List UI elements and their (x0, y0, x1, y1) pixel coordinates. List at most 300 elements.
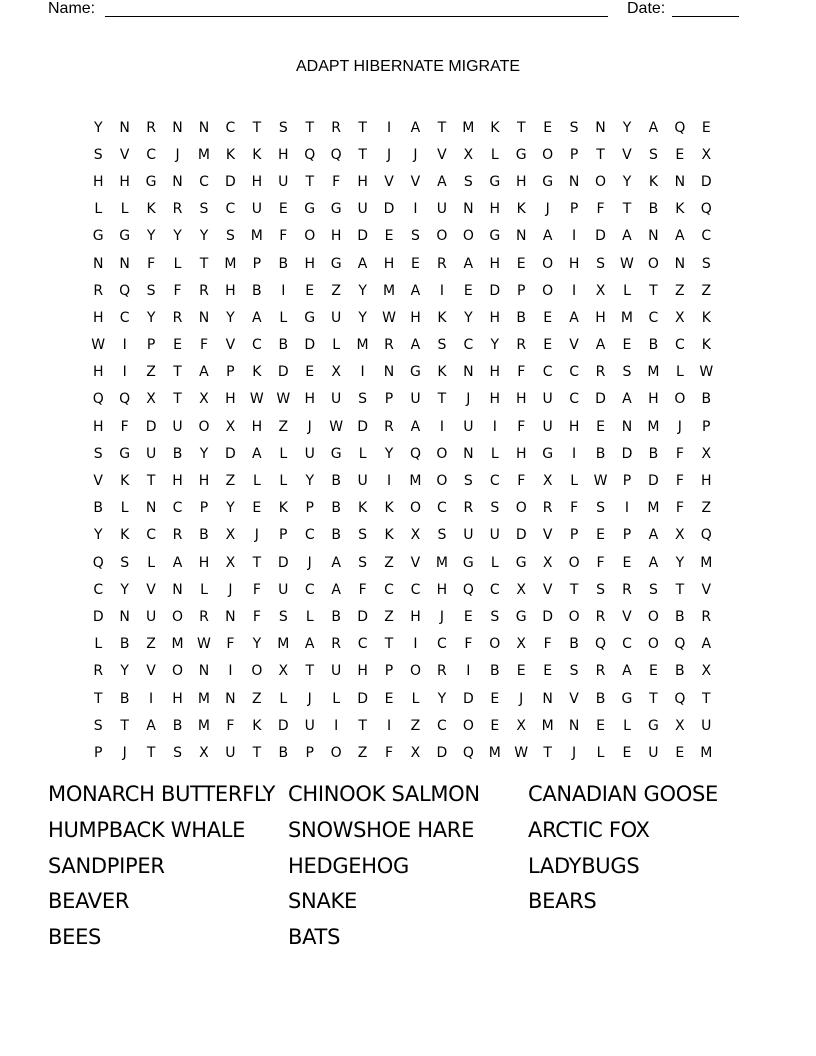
grid-letter[interactable]: N (225, 608, 236, 625)
grid-letter[interactable]: B (252, 282, 262, 299)
grid-letter[interactable]: N (542, 690, 553, 707)
grid-letter[interactable]: M (197, 717, 211, 734)
grid-letter[interactable]: B (675, 608, 685, 625)
grid-letter[interactable]: O (542, 146, 554, 163)
grid-letter[interactable]: G (145, 173, 157, 190)
grid-letter[interactable]: R (542, 500, 553, 517)
grid-letter[interactable]: O (568, 608, 580, 625)
grid-letter[interactable]: Q (462, 744, 474, 761)
grid-letter[interactable]: T (305, 173, 314, 190)
grid-letter[interactable]: I (386, 473, 392, 490)
grid-letter[interactable]: F (120, 418, 129, 435)
grid-letter[interactable]: B (172, 445, 183, 462)
grid-letter[interactable]: A (252, 445, 262, 462)
grid-letter[interactable]: A (146, 717, 156, 734)
grid-letter[interactable]: F (543, 636, 552, 653)
grid-letter[interactable]: I (386, 717, 392, 734)
grid-letter[interactable]: X (410, 744, 421, 761)
grid-letter[interactable]: K (437, 309, 447, 326)
grid-letter[interactable]: E (384, 228, 394, 245)
grid-letter[interactable]: S (358, 391, 368, 408)
grid-letter[interactable]: X (278, 663, 289, 680)
grid-letter[interactable]: Z (278, 418, 289, 435)
grid-letter[interactable]: O (674, 391, 686, 408)
grid-letter[interactable]: E (543, 337, 553, 354)
grid-letter[interactable]: G (304, 309, 316, 326)
grid-letter[interactable]: B (119, 636, 130, 653)
grid-letter[interactable]: K (358, 500, 368, 517)
grid-letter[interactable]: N (172, 119, 183, 136)
grid-letter[interactable]: Y (622, 173, 632, 190)
grid-letter[interactable]: A (701, 636, 712, 653)
grid-letter[interactable]: H (251, 418, 263, 435)
grid-letter[interactable]: D (436, 744, 448, 761)
grid-letter[interactable]: B (278, 255, 289, 272)
grid-letter[interactable]: I (149, 690, 154, 707)
grid-letter[interactable]: J (254, 527, 259, 544)
grid-letter[interactable]: M (356, 337, 369, 354)
grid-letter[interactable]: N (198, 309, 210, 326)
grid-letter[interactable]: J (122, 744, 127, 761)
grid-letter[interactable]: C (357, 636, 368, 653)
grid-letter[interactable]: B (516, 309, 527, 326)
grid-letter[interactable]: M (197, 146, 211, 163)
grid-letter[interactable]: O (172, 663, 184, 680)
grid-letter[interactable]: N (119, 255, 130, 272)
grid-letter[interactable]: L (279, 690, 288, 707)
grid-letter[interactable]: E (596, 717, 605, 734)
grid-letter[interactable]: N (198, 119, 210, 136)
grid-letter[interactable]: F (517, 418, 526, 435)
grid-letter[interactable]: G (515, 554, 527, 571)
grid-letter[interactable]: R (93, 663, 104, 680)
grid-letter[interactable]: T (305, 119, 314, 136)
grid-letter[interactable]: I (122, 364, 127, 381)
grid-letter[interactable]: G (330, 445, 342, 462)
grid-letter[interactable]: D (277, 717, 289, 734)
grid-letter[interactable]: M (197, 690, 211, 707)
grid-letter[interactable]: Q (92, 554, 104, 571)
grid-letter[interactable]: S (701, 255, 711, 272)
grid-letter[interactable]: V (146, 581, 156, 598)
grid-letter[interactable]: T (649, 690, 658, 707)
grid-letter[interactable]: L (332, 337, 341, 354)
grid-letter[interactable]: I (281, 282, 286, 299)
grid-letter[interactable]: L (596, 744, 605, 761)
grid-letter[interactable]: E (516, 663, 526, 680)
grid-letter[interactable]: K (675, 201, 685, 218)
grid-letter[interactable]: Y (358, 282, 367, 299)
grid-letter[interactable]: E (516, 255, 526, 272)
grid-letter[interactable]: K (384, 527, 394, 544)
grid-letter[interactable]: J (413, 146, 418, 163)
grid-letter[interactable]: U (463, 418, 474, 435)
grid-letter[interactable]: Y (226, 309, 235, 326)
grid-letter[interactable]: B (278, 744, 289, 761)
grid-letter[interactable]: C (225, 119, 236, 136)
grid-letter[interactable]: R (172, 527, 183, 544)
grid-letter[interactable]: T (173, 364, 182, 381)
grid-letter[interactable]: X (225, 418, 236, 435)
grid-letter[interactable]: Y (490, 337, 500, 354)
grid-letter[interactable]: H (489, 391, 501, 408)
grid-letter[interactable]: H (330, 228, 342, 245)
grid-letter[interactable]: Z (701, 500, 712, 517)
grid-letter[interactable]: P (622, 473, 632, 490)
grid-letter[interactable]: Y (146, 309, 156, 326)
grid-letter[interactable]: D (277, 554, 289, 571)
grid-letter[interactable]: C (225, 201, 236, 218)
grid-letter[interactable]: K (252, 364, 262, 381)
grid-letter[interactable]: C (648, 309, 659, 326)
grid-letter[interactable]: X (410, 527, 421, 544)
grid-letter[interactable]: E (675, 744, 685, 761)
grid-letter[interactable]: S (93, 146, 103, 163)
grid-letter[interactable]: T (437, 391, 447, 408)
grid-letter[interactable]: S (596, 581, 605, 598)
grid-letter[interactable]: G (304, 201, 316, 218)
grid-letter[interactable]: Z (225, 473, 236, 490)
grid-letter[interactable]: A (199, 364, 209, 381)
grid-letter[interactable]: O (304, 228, 316, 245)
grid-letter[interactable]: C (489, 581, 500, 598)
grid-letter[interactable]: Y (173, 228, 182, 245)
grid-letter[interactable]: Q (304, 146, 316, 163)
grid-letter[interactable]: E (543, 119, 553, 136)
grid-letter[interactable]: B (675, 663, 685, 680)
grid-letter[interactable]: U (331, 391, 342, 408)
grid-letter[interactable]: F (596, 201, 605, 218)
grid-letter[interactable]: A (331, 581, 341, 598)
grid-letter[interactable]: E (622, 337, 632, 354)
grid-letter[interactable]: R (199, 282, 209, 299)
grid-letter[interactable]: N (648, 228, 659, 245)
grid-letter[interactable]: U (357, 201, 368, 218)
grid-letter[interactable]: H (278, 146, 289, 163)
grid-letter[interactable]: Y (199, 445, 209, 462)
grid-letter[interactable]: U (410, 391, 421, 408)
grid-letter[interactable]: M (250, 228, 263, 245)
grid-letter[interactable]: H (225, 391, 236, 408)
grid-letter[interactable]: T (146, 473, 156, 490)
grid-letter[interactable]: H (515, 445, 527, 462)
grid-letter[interactable]: T (252, 119, 262, 136)
grid-letter[interactable]: E (701, 119, 711, 136)
grid-letter[interactable]: M (647, 418, 660, 435)
grid-letter[interactable]: I (492, 418, 497, 435)
grid-letter[interactable]: D (225, 445, 236, 462)
grid-letter[interactable]: B (93, 500, 104, 517)
grid-letter[interactable]: R (93, 282, 104, 299)
grid-letter[interactable]: S (463, 473, 473, 490)
grid-letter[interactable]: S (648, 581, 658, 598)
grid-letter[interactable]: S (437, 527, 447, 544)
grid-letter[interactable]: I (624, 500, 630, 517)
grid-letter[interactable]: H (92, 364, 104, 381)
grid-letter[interactable]: Y (120, 581, 129, 598)
grid-letter[interactable]: Y (437, 690, 447, 707)
grid-letter[interactable]: A (463, 255, 474, 272)
grid-letter[interactable]: F (226, 717, 235, 734)
grid-letter[interactable]: J (519, 690, 524, 707)
grid-letter[interactable]: N (119, 119, 130, 136)
grid-letter[interactable]: A (648, 554, 659, 571)
grid-letter[interactable]: C (622, 636, 632, 653)
grid-letter[interactable]: U (436, 201, 448, 218)
grid-letter[interactable]: F (517, 473, 526, 490)
grid-letter[interactable]: E (305, 364, 315, 381)
grid-letter[interactable]: M (171, 636, 184, 653)
grid-letter[interactable]: Q (119, 391, 131, 408)
grid-letter[interactable]: M (382, 282, 396, 299)
grid-letter[interactable]: S (225, 228, 235, 245)
grid-letter[interactable]: Z (410, 717, 421, 734)
grid-letter[interactable]: D (145, 418, 157, 435)
grid-letter[interactable]: S (437, 337, 447, 354)
grid-letter[interactable]: C (384, 581, 394, 598)
grid-letter[interactable]: H (119, 173, 130, 190)
grid-letter[interactable]: S (93, 717, 103, 734)
grid-letter[interactable]: D (462, 690, 474, 707)
grid-letter[interactable]: K (701, 309, 711, 326)
grid-letter[interactable]: K (384, 500, 394, 517)
grid-letter[interactable]: L (279, 445, 288, 462)
grid-letter[interactable]: L (252, 473, 261, 490)
grid-letter[interactable]: U (542, 391, 553, 408)
grid-letter[interactable]: Q (330, 146, 342, 163)
grid-letter[interactable]: J (175, 146, 180, 163)
grid-letter[interactable]: H (251, 173, 263, 190)
grid-letter[interactable]: X (225, 527, 236, 544)
grid-letter[interactable]: K (252, 146, 262, 163)
grid-letter[interactable]: P (384, 663, 394, 680)
grid-letter[interactable]: X (701, 445, 712, 462)
grid-letter[interactable]: S (596, 255, 605, 272)
grid-letter[interactable]: H (92, 173, 104, 190)
grid-letter[interactable]: N (621, 418, 633, 435)
grid-letter[interactable]: A (542, 228, 553, 245)
grid-letter[interactable]: B (172, 717, 183, 734)
grid-letter[interactable]: M (224, 255, 237, 272)
grid-letter[interactable]: G (489, 228, 501, 245)
grid-letter[interactable]: T (675, 581, 685, 598)
grid-letter[interactable]: J (572, 744, 577, 761)
grid-letter[interactable]: H (383, 255, 395, 272)
grid-letter[interactable]: G (621, 690, 633, 707)
grid-letter[interactable]: H (172, 473, 183, 490)
grid-letter[interactable]: A (675, 228, 685, 245)
grid-letter[interactable]: U (145, 608, 157, 625)
grid-letter[interactable]: S (596, 500, 605, 517)
grid-letter[interactable]: V (622, 608, 632, 625)
grid-letter[interactable]: N (463, 201, 474, 218)
grid-letter[interactable]: U (145, 445, 157, 462)
grid-letter[interactable]: E (490, 690, 500, 707)
grid-letter[interactable]: N (463, 364, 474, 381)
grid-letter[interactable]: H (515, 173, 527, 190)
grid-letter[interactable]: R (172, 201, 183, 218)
grid-letter[interactable]: M (277, 636, 290, 653)
grid-letter[interactable]: U (357, 473, 368, 490)
grid-letter[interactable]: L (173, 255, 182, 272)
grid-letter[interactable]: L (279, 309, 288, 326)
grid-letter[interactable]: N (172, 581, 183, 598)
grid-letter[interactable]: K (490, 119, 500, 136)
grid-letter[interactable]: D (383, 201, 395, 218)
grid-letter[interactable]: Q (595, 636, 607, 653)
grid-letter[interactable]: S (358, 527, 368, 544)
grid-letter[interactable]: U (304, 717, 315, 734)
grid-letter[interactable]: C (701, 228, 712, 245)
grid-letter[interactable]: O (462, 717, 474, 734)
grid-letter[interactable]: C (304, 581, 315, 598)
grid-letter[interactable]: P (93, 744, 103, 761)
grid-letter[interactable]: K (437, 364, 447, 381)
grid-letter[interactable]: C (199, 173, 209, 190)
grid-letter[interactable]: M (541, 717, 554, 734)
grid-letter[interactable]: E (252, 500, 262, 517)
grid-letter[interactable]: A (410, 337, 421, 354)
grid-letter[interactable]: V (384, 173, 394, 190)
grid-letter[interactable]: T (252, 744, 262, 761)
grid-letter[interactable]: H (304, 391, 315, 408)
grid-letter[interactable]: K (120, 473, 130, 490)
grid-letter[interactable]: T (622, 201, 632, 218)
grid-letter[interactable]: Y (93, 119, 103, 136)
grid-letter[interactable]: X (516, 581, 527, 598)
name-blank-line[interactable] (105, 0, 608, 17)
grid-letter[interactable]: T (649, 282, 658, 299)
grid-letter[interactable]: O (436, 473, 448, 490)
grid-letter[interactable]: F (385, 744, 394, 761)
grid-letter[interactable]: F (464, 636, 473, 653)
grid-letter[interactable]: E (543, 663, 553, 680)
grid-letter[interactable]: D (357, 690, 368, 707)
grid-letter[interactable]: W (593, 473, 608, 490)
grid-letter[interactable]: Y (384, 445, 394, 462)
grid-letter[interactable]: R (437, 663, 447, 680)
grid-letter[interactable]: C (251, 337, 262, 354)
grid-letter[interactable]: U (278, 173, 289, 190)
grid-letter[interactable]: M (409, 473, 422, 490)
grid-letter[interactable]: O (647, 608, 659, 625)
grid-letter[interactable]: F (173, 282, 182, 299)
grid-letter[interactable]: U (331, 309, 342, 326)
grid-letter[interactable]: V (569, 690, 579, 707)
grid-letter[interactable]: H (436, 581, 448, 598)
grid-letter[interactable]: C (569, 364, 579, 381)
grid-letter[interactable]: O (172, 608, 184, 625)
grid-letter[interactable]: O (647, 636, 659, 653)
grid-letter[interactable]: D (357, 418, 368, 435)
grid-letter[interactable]: F (517, 364, 526, 381)
grid-letter[interactable]: N (92, 255, 104, 272)
grid-letter[interactable]: C (674, 337, 685, 354)
grid-letter[interactable]: S (648, 146, 658, 163)
grid-letter[interactable]: J (677, 418, 682, 435)
grid-letter[interactable]: A (357, 255, 368, 272)
grid-letter[interactable]: Q (674, 636, 686, 653)
grid-letter[interactable]: F (596, 554, 605, 571)
grid-letter[interactable]: Q (92, 391, 104, 408)
grid-letter[interactable]: U (648, 744, 659, 761)
grid-letter[interactable]: I (360, 364, 365, 381)
grid-letter[interactable]: D (648, 473, 659, 490)
grid-letter[interactable]: B (331, 473, 341, 490)
grid-letter[interactable]: S (278, 608, 288, 625)
grid-letter[interactable]: B (569, 636, 579, 653)
grid-letter[interactable]: C (463, 337, 474, 354)
grid-letter[interactable]: N (595, 119, 606, 136)
grid-letter[interactable]: U (304, 445, 315, 462)
grid-letter[interactable]: G (647, 717, 659, 734)
grid-letter[interactable]: Z (384, 554, 394, 571)
grid-letter[interactable]: H (92, 309, 104, 326)
grid-letter[interactable]: G (330, 255, 342, 272)
grid-letter[interactable]: E (648, 663, 658, 680)
grid-letter[interactable]: X (331, 364, 341, 381)
grid-letter[interactable]: A (304, 636, 315, 653)
grid-letter[interactable]: R (701, 608, 712, 625)
grid-letter[interactable]: A (622, 391, 632, 408)
grid-letter[interactable]: C (146, 146, 156, 163)
grid-letter[interactable]: W (91, 337, 106, 354)
grid-letter[interactable]: Q (462, 581, 474, 598)
grid-letter[interactable]: F (675, 500, 684, 517)
grid-letter[interactable]: P (569, 201, 579, 218)
grid-letter[interactable]: V (701, 581, 712, 598)
grid-letter[interactable]: P (146, 337, 156, 354)
grid-letter[interactable]: Y (305, 473, 314, 490)
grid-letter[interactable]: F (279, 228, 288, 245)
grid-letter[interactable]: P (305, 744, 314, 761)
grid-letter[interactable]: E (490, 717, 500, 734)
grid-letter[interactable]: G (330, 201, 342, 218)
grid-letter[interactable]: L (570, 473, 578, 490)
grid-letter[interactable]: D (595, 228, 606, 245)
grid-letter[interactable]: K (252, 717, 262, 734)
grid-letter[interactable]: H (198, 473, 210, 490)
grid-letter[interactable]: Y (622, 119, 632, 136)
grid-letter[interactable]: C (437, 500, 447, 517)
grid-letter[interactable]: A (410, 282, 421, 299)
grid-letter[interactable]: H (701, 473, 712, 490)
grid-letter[interactable]: I (439, 282, 444, 299)
grid-letter[interactable]: G (542, 445, 554, 462)
grid-letter[interactable]: S (490, 608, 500, 625)
grid-letter[interactable]: I (439, 418, 444, 435)
grid-letter[interactable]: T (358, 146, 367, 163)
grid-letter[interactable]: A (331, 554, 341, 571)
grid-letter[interactable]: T (358, 119, 367, 136)
grid-letter[interactable]: F (675, 473, 684, 490)
grid-letter[interactable]: C (172, 500, 183, 517)
grid-letter[interactable]: M (462, 119, 475, 136)
grid-letter[interactable]: F (147, 255, 156, 272)
grid-letter[interactable]: P (516, 282, 526, 299)
grid-letter[interactable]: A (622, 228, 632, 245)
grid-letter[interactable]: O (251, 663, 263, 680)
grid-letter[interactable]: V (542, 581, 553, 598)
grid-letter[interactable]: R (437, 255, 447, 272)
grid-letter[interactable]: T (120, 717, 129, 734)
grid-letter[interactable]: H (489, 201, 501, 218)
grid-letter[interactable]: X (675, 717, 685, 734)
grid-letter[interactable]: H (489, 309, 501, 326)
grid-letter[interactable]: J (228, 581, 233, 598)
grid-letter[interactable]: C (437, 636, 447, 653)
grid-letter[interactable]: Q (119, 282, 131, 299)
